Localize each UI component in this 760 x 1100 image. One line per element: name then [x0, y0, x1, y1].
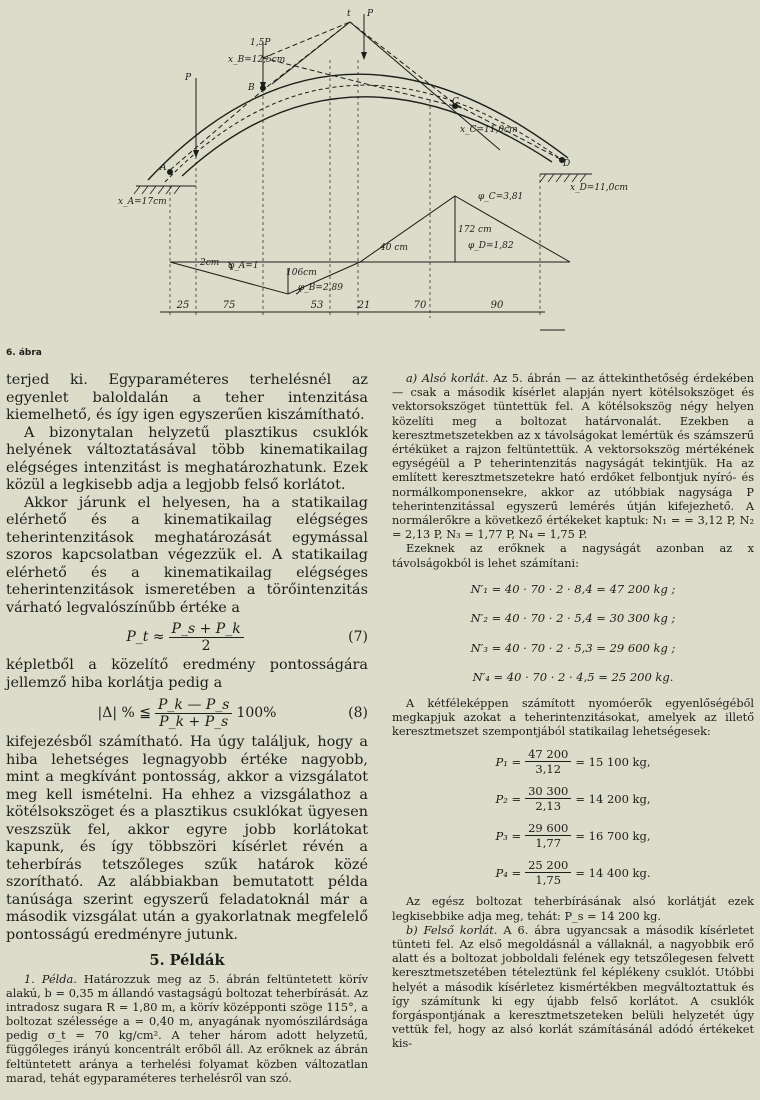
p-eq-den: 1,75 [535, 873, 562, 888]
label-a: A [160, 163, 167, 173]
paragraph-text: A 6. ábra ugyancsak a második kísérletet tünteti fel. Az első megoldásnál a vállaknál, a nagyobbik erő alatt és a boltozat jobboldali felének egy tetszőlegesen felvett keresztmetszetében tételeztünk fel képlékeny csuklót. Utóbbi helyét a második kísérletez kismértékben megváltoztattuk és így számítunk ki egy újabb felső korlátot. A csuklók forgáspontjának a keresztmetszeteken belüli helyzetét úgy vettük fel, hogy az alsó korlát számításánál adódó értékeket kis- [392, 923, 754, 1051]
label-xd: x_D=11,0cm [570, 183, 628, 193]
p-eq-lhs: P₂ = [495, 791, 522, 806]
p-eq-den: 3,12 [535, 762, 562, 777]
example-text: Határozzuk meg az 5. ábrán feltüntetett körív alakú, b = 0,35 m állandó vastagságú boltozat teherbírását. Az intradosz sugara R = 1,80 m, a körív középponti szöge 115°, a boltozat szélessége a = 0,40 m, anyagának nyomószilárdsága pedig σ_t = 70 kg/cm². A teher három adott helyzetű, függőleges irányú koncentrált erőből áll. Az erőknek az ábrán feltüntetett aránya a terhelési folyamat közben változatlan marad, tehát egyparaméteres terhelésről van szó. [6, 973, 369, 1085]
label-xb: x_B=12,5cm [228, 55, 286, 65]
label-40cm: 40 cm [380, 243, 408, 253]
paragraph: terjed ki. Egyparaméteres terhelésnél az egyenlet baloldalán a teher intenzitása kiemelhető, és így igen egyszerűen kiszámítható. [6, 372, 368, 423]
p-eq-rhs: = 15 100 kg, [575, 754, 651, 769]
eq7-denominator: 2 [201, 637, 211, 654]
label-2cm: 2cm [200, 258, 220, 268]
label-1-5p: 1,5P [250, 38, 271, 48]
example-paragraph [6, 973, 368, 1086]
p-equation [392, 854, 754, 891]
upper-bound-label: b) Felső korlát. [406, 923, 498, 937]
paragraph-text: Az 5. ábrán — az áttekinthetőség érdekében — csak a második kísérlet alapján nyert kötélsokszöget és vektorsokszöget tüntettük fel. A kötélsokszög négy helyen közelíti meg a boltozat határvonalát. Ezekben a keresztmetszetekben az x távolságokat lemértük és számszerű értéküket a rajzon feltüntettük. A vektorsokszög mértékének egységéül a P teherintenzitás nagyságát tekintjük. Ha az említett keresztmetszetekre ható erdőket felbontjuk nyíró- és normálkomponensekre, akkor az utóbbiak nagysága P teherintenzitással egyszerű lemérés útján kifejezhető. A normálerőkre a következő értékeket kaptuk: N₁ = = 3,12 P, N₂ = 2,13 P, N₃ = 1,77 P, N₄ = 1,75 P. [392, 372, 754, 542]
p-eq-num: 29 600 [525, 821, 571, 836]
paragraph: A bizonytalan helyzetű plasztikus csuklók helyének változtatásával több kinematikailag elégséges intenzitást is meghatározhatunk. Ezek közül a legkisebb adja a legjobb felső korlátot. [6, 424, 368, 493]
example-label: 1. Példa. [24, 973, 77, 986]
n-equation: N′₃ = 40 · 70 · 2 · 5,3 = 29 600 kg ; [470, 640, 676, 655]
p-eq-num: 47 200 [525, 747, 571, 762]
paragraph: A kétféleképpen számított nyomóerők egyenlőségéből megkapjuk azokat a teherintenzitásokat, amelyek az illető keresztmetszet szempontjából statikailag lehetségesek: [392, 696, 754, 739]
eq7-lhs: P_t ≈ [126, 629, 165, 645]
dim-label: 75 [222, 300, 236, 311]
label-b: B [248, 83, 255, 93]
label-phib: φ_B=2,89 [298, 283, 343, 293]
paragraph: képletből a közelítő eredmény pontosságára jellemző hiba korlátja pedig a [6, 657, 368, 691]
eq8-lhs: |Δ| % ≦ [97, 705, 152, 721]
paragraph [392, 924, 754, 1052]
right-column [392, 372, 754, 1052]
label-phic: φ_C=3,81 [478, 192, 524, 202]
equation-8 [6, 692, 368, 734]
n-equation: N′₁ = 40 · 70 · 2 · 8,4 = 47 200 kg ; [470, 581, 676, 596]
p-eq-den: 1,77 [535, 836, 562, 851]
paragraph: Az egész boltozat teherbírásának alsó korlátját ezek legkisebbike adja meg, tehát: P_s = 14 200 kg. [392, 895, 754, 923]
lower-bound-label: a) Alsó korlát. [406, 372, 489, 385]
paragraph: Ezeknek az erőknek a nagyságát azonban az x távolságokból is lehet számítani: [392, 542, 754, 570]
label-172cm: 172 cm [458, 225, 492, 235]
eq8-rhs: 100% [236, 705, 277, 721]
paragraph [392, 372, 754, 542]
label-xa: x_A=17cm [118, 197, 167, 207]
section-heading: 5. Példák [149, 952, 225, 969]
label-phia: φ_A=1 [228, 261, 259, 271]
load-intensity-equations [392, 743, 754, 891]
paragraph: kifejezésből számítható. Ha úgy találjuk, hogy a hiba lehetséges legnagyobb értéke nagyobb, mint a megkívánt pontosság, akkor a vizsgálatot meg kell ismételni. Ha ehhez a vizsgálathoz a kötélsokszöget és a plasztikus csuklókat ügyesen veszszük fel, akkor egyre jobb korlátokat kapunk, és így többszöri kísérlet révén a teherbírás tetszőleges szűk határok közé szorítható. Az alábbiakban bemutatott példa tanúsága szerint egyszerű feladatoknál már a második vizsgálat után a gyakorlatnak megfelelő pontosságú eredményre jutunk. [6, 734, 368, 943]
eq8-denominator: P_k + P_s [159, 713, 229, 730]
n-equation: N′₄ = 40 · 70 · 2 · 4,5 = 25 200 kg. [472, 670, 674, 685]
p-equation [392, 780, 754, 817]
label-d: D [563, 159, 571, 169]
label-t: t [347, 9, 351, 19]
p-equation [392, 743, 754, 780]
p-eq-rhs: = 14 400 kg. [575, 865, 651, 880]
eq8-numerator: P_k — P_s [155, 697, 232, 714]
p-eq-num: 25 200 [525, 858, 571, 873]
p-eq-rhs: = 14 200 kg, [575, 791, 651, 806]
figure-caption: 6. ábra [6, 348, 42, 358]
eq7-fraction [169, 621, 244, 654]
dim-label: 53 [310, 300, 324, 311]
normal-force-equations [392, 575, 754, 693]
label-phid: φ_D=1,82 [468, 241, 514, 251]
p-eq-lhs: P₄ = [495, 865, 522, 880]
label-c: C [452, 97, 459, 107]
left-column [6, 372, 368, 1086]
label-xc: x_C=11,0cm [460, 125, 518, 135]
label-106cm: 106cm [286, 268, 317, 278]
figure-6-arch-diagram [0, 0, 760, 345]
equation-7 [6, 617, 368, 657]
equation-number: (7) [348, 629, 368, 645]
p-eq-num: 30 300 [525, 784, 571, 799]
p-eq-den: 2,13 [535, 799, 562, 814]
eq8-fraction [155, 697, 232, 730]
label-p-top: P [367, 9, 374, 19]
dim-label: 90 [490, 300, 504, 311]
dim-label: 21 [357, 300, 371, 311]
label-p-left: P [185, 73, 192, 83]
p-equation [392, 817, 754, 854]
p-eq-rhs: = 16 700 kg, [575, 828, 651, 843]
dim-label: 25 [176, 300, 190, 311]
p-eq-lhs: P₁ = [495, 754, 522, 769]
paragraph: Akkor járunk el helyesen, ha a statikailag elérhető és a kinematikailag elégséges teherintenzitások meghatározását egymással szoros kapcsolatban végezzük el. A statikailag elérhető és a kinematikailag elégséges teherintenzitások ismeretében a törőintenzitás várható legvalószínűbb értéke a [6, 494, 368, 616]
eq7-numerator: P_s + P_k [169, 621, 244, 638]
equation-number: (8) [348, 705, 368, 721]
arch-intrados [182, 97, 552, 176]
n-equation: N′₂ = 40 · 70 · 2 · 5,4 = 30 300 kg ; [470, 611, 676, 626]
dim-label: 70 [413, 300, 427, 311]
p-eq-lhs: P₃ = [495, 828, 522, 843]
